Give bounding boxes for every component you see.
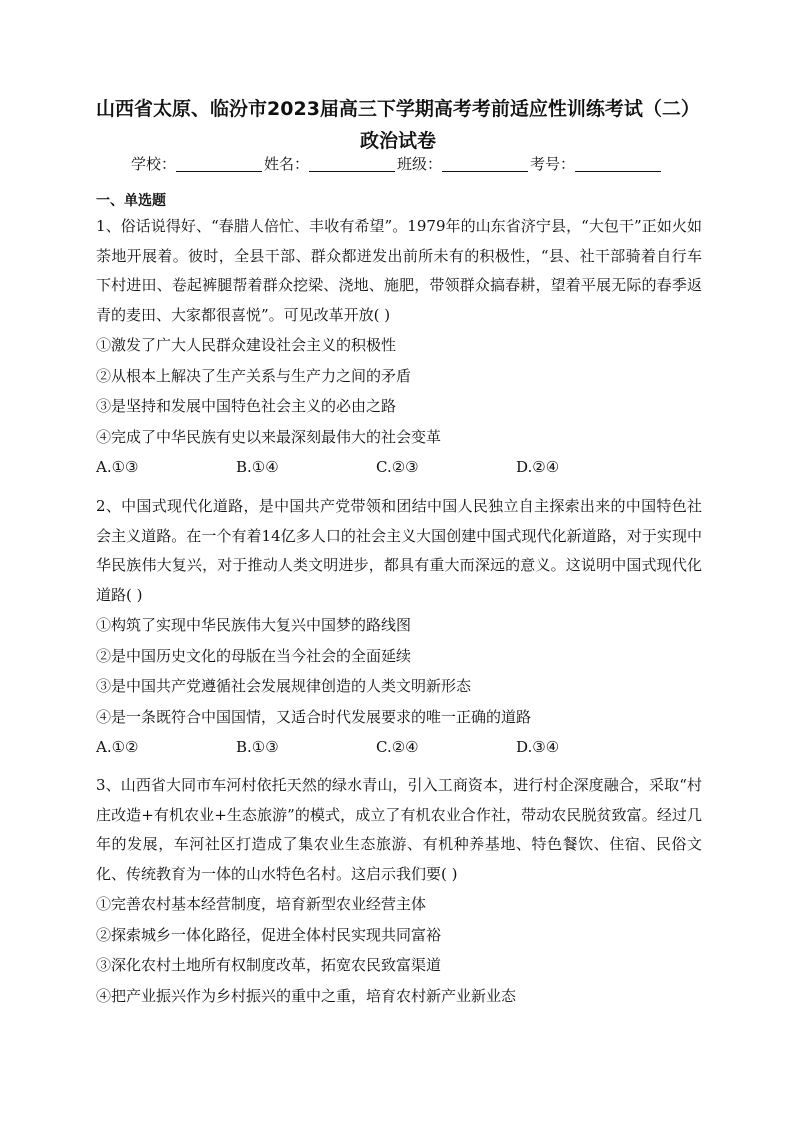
statement-2: ②探索城乡一体化路径，促进全体村民实现共同富裕 [96,925,442,944]
question-1 [96,212,702,482]
choice-b[interactable]: B.①③ [236,738,279,756]
statement-4: ④把产业振兴作为乡村振兴的重中之重，培育农村新产业新业态 [96,986,517,1005]
section-heading: 一、单选题 [96,193,166,209]
question-stem: 3、山西省大同市车河村依托天然的绿水青山，引入工商资本，进行村企深度融合，采取“村庄改造+有机农业+生态旅游”的模式，成立了有机农业合作社，带动农民脱贫致富。经过几年的发展，车河社区打造成了集农业生态旅游、有机种养基地、特色餐饮、住宿、民俗文化、传统教育为一体的山水特色名村。这启示我们要( ) [96,776,702,883]
choice-d[interactable]: D.②④ [516,458,560,476]
choice-c[interactable]: C.②④ [376,738,419,756]
statement-4: ④是一条既符合中国国情，又适合时代发展要求的唯一正确的道路 [96,707,532,726]
statement-3: ③深化农村土地所有权制度改革，拓宽农民致富渠道 [96,956,442,974]
choice-a[interactable]: A.①③ [96,458,139,476]
question-3 [96,771,702,1011]
school-blank[interactable] [176,171,262,172]
statement-2: ②是中国历史文化的母版在当今社会的全面延续 [96,646,412,665]
choice-d[interactable]: D.③④ [516,738,560,756]
question-2 [96,492,702,762]
statement-3: ③是中国共产党遵循社会发展规律创造的人类文明新形态 [96,677,472,695]
choice-a[interactable]: A.①② [96,738,139,756]
class-blank[interactable] [442,171,528,172]
statement-4: ④完成了中华民族有史以来最深刻最伟大的社会变革 [96,427,442,446]
name-blank[interactable] [309,171,395,172]
answer-choices [96,452,702,482]
student-info-line [0,152,794,176]
choice-c[interactable]: C.②③ [376,458,419,476]
choice-b[interactable]: B.①④ [236,458,279,476]
name-label: 姓名： [263,155,309,173]
class-label: 班级： [397,155,443,173]
question-stem: 2、中国式现代化道路，是中国共产党带领和团结中国人民独立自主探索出来的中国特色社会主义道路。在一个有着14亿多人口的社会主义大国创建中国式现代化新道路，对于实现中华民族伟大复兴，对于推动人类文明进步，都具有重大而深远的意义。这说明中国式现代化道路( ) [96,497,702,604]
statement-2: ②从根本上解决了生产关系与生产力之间的矛盾 [96,366,412,385]
page-title: 山西省太原、临汾市2023届高三下学期高考考前适应性训练考试（二）政治试卷 [96,98,700,152]
question-stem: 1、俗话说得好、“春腊人倍忙、丰收有希望”。1979年的山东省济宁县，“大包干”正如火如荼地开展着。彼时，全县干部、群众都迸发出前所未有的积极性，“县、社干部骑着自行车下村进田、卷起裤腿帮着群众挖梁、浇地、施肥，带领群众搞春耕，望着平展无际的春季返青的麦田、大家都很喜悦”。可见改革开放( ) [96,217,702,324]
statement-1: ①激发了广大人民群众建设社会主义的积极性 [96,336,397,354]
number-label: 考号： [530,155,576,173]
statement-3: ③是坚持和发展中国特色社会主义的必由之路 [96,397,397,415]
school-label: 学校： [130,155,176,173]
number-blank[interactable] [575,171,661,172]
statement-1: ①构筑了实现中华民族伟大复兴中国梦的路线图 [96,616,412,634]
statement-1: ①完善农村基本经营制度，培育新型农业经营主体 [96,895,427,913]
answer-choices [96,732,702,762]
